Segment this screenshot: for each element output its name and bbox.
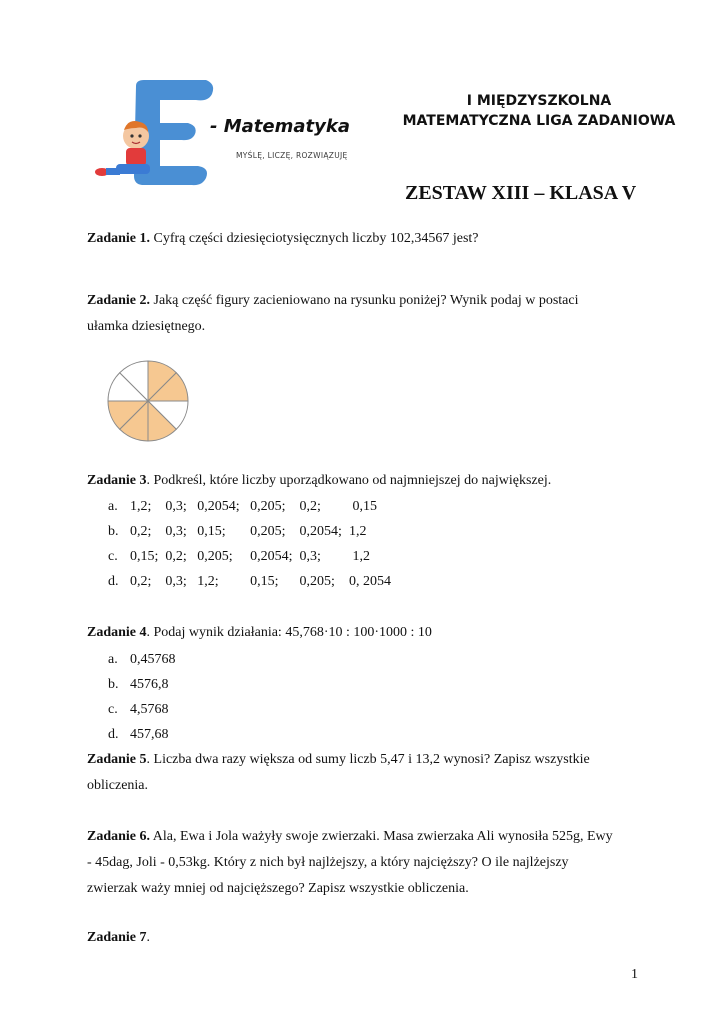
task-3-option-d	[108, 569, 391, 594]
task-2	[87, 288, 647, 340]
logo-subtitle: MYŚLĘ, LICZĘ, ROZWIĄZUJĘ	[236, 151, 348, 160]
task-3	[87, 468, 647, 494]
option-text: 4,5768	[130, 702, 169, 717]
task-4-label: Zadanie 4	[87, 625, 147, 640]
shaded-circle-figure	[106, 359, 190, 443]
logo-e-graphic	[88, 78, 358, 198]
task-6-text-line3: zwierzak waży mniej od najcięższego? Zapisz wszystkie obliczenia.	[87, 881, 469, 896]
option-text: 1,2; 0,3; 0,2054; 0,205; 0,2; 0,15	[130, 499, 377, 514]
task-3-option-c	[108, 544, 370, 569]
task-5-text: . Liczba dwa razy większa od sumy liczb 5,47 i 13,2 wynosi? Zapisz wszystkie	[146, 752, 590, 767]
task-4	[87, 620, 647, 646]
option-text: 0,2; 0,3; 0,15; 0,205; 0,2054; 1,2	[130, 524, 367, 539]
task-6-text-line2: - 45dag, Joli - 0,53kg. Który z nich był najlżejszy, a który najcięższy? O ile najlżejszy	[87, 855, 569, 870]
org-title-line1: I MIĘDZYSZKOLNA	[466, 93, 612, 109]
task-6	[87, 824, 647, 902]
task-4-option-a	[108, 647, 176, 672]
task-5-text-line2: obliczenia.	[87, 778, 149, 793]
option-letter: a.	[108, 652, 118, 667]
org-title-line2: MATEMATYCZNA LIGA ZADANIOWA	[402, 113, 676, 129]
task-1-text: Cyfrą części dziesięciotysięcznych liczby 102,34567 jest?	[150, 231, 479, 246]
option-letter: a.	[108, 499, 118, 514]
task-3-option-b	[108, 519, 366, 544]
logo-title: - Matematyka	[210, 116, 350, 137]
task-5-label: Zadanie 5	[87, 752, 147, 767]
task-4-option-d	[108, 722, 169, 747]
option-text: 4576,8	[130, 677, 169, 692]
option-letter: c.	[108, 549, 118, 564]
option-letter: b.	[108, 677, 119, 692]
task-3-label: Zadanie 3	[87, 473, 147, 488]
task-6-label: Zadanie 6.	[87, 829, 151, 844]
page-number: 1	[631, 967, 638, 982]
task-2-label: Zadanie 2.	[87, 293, 151, 308]
option-letter: d.	[108, 574, 119, 589]
task-3-option-a	[108, 494, 377, 519]
task-1-label: Zadanie 1.	[87, 231, 151, 246]
option-letter: b.	[108, 524, 119, 539]
option-letter: c.	[108, 702, 118, 717]
task-7-text: .	[146, 930, 151, 945]
set-title: ZESTAW XIII – KLASA V	[405, 182, 637, 204]
task-5	[87, 747, 647, 799]
task-4-option-c	[108, 697, 169, 722]
option-text: 0,15; 0,2; 0,205; 0,2054; 0,3; 1,2	[130, 549, 370, 564]
option-text: 0,45768	[130, 652, 176, 667]
task-4-text: . Podaj wynik działania: 45,768·10 : 100·1000 : 10	[146, 625, 432, 640]
task-2-text-line2: ułamka dziesiętnego.	[87, 319, 206, 334]
option-text: 0,2; 0,3; 1,2; 0,15; 0,205; 0, 2054	[130, 574, 391, 589]
task-1	[87, 226, 647, 252]
task-3-text: . Podkreśl, które liczby uporządkowano od najmniejszej do największej.	[146, 473, 552, 488]
task-7	[87, 925, 647, 951]
pie-segments	[108, 361, 188, 441]
task-4-option-b	[108, 672, 169, 697]
task-2-text: Jaką część figury zacieniowano na rysunku poniżej? Wynik podaj w postaci	[150, 293, 579, 308]
option-text: 457,68	[130, 727, 169, 742]
task-6-text: Ala, Ewa i Jola ważyły swoje zwierzaki. Masa zwierzaka Ali wynosiła 525g, Ewy	[150, 829, 613, 844]
option-letter: d.	[108, 727, 119, 742]
task-7-label: Zadanie 7	[87, 930, 147, 945]
